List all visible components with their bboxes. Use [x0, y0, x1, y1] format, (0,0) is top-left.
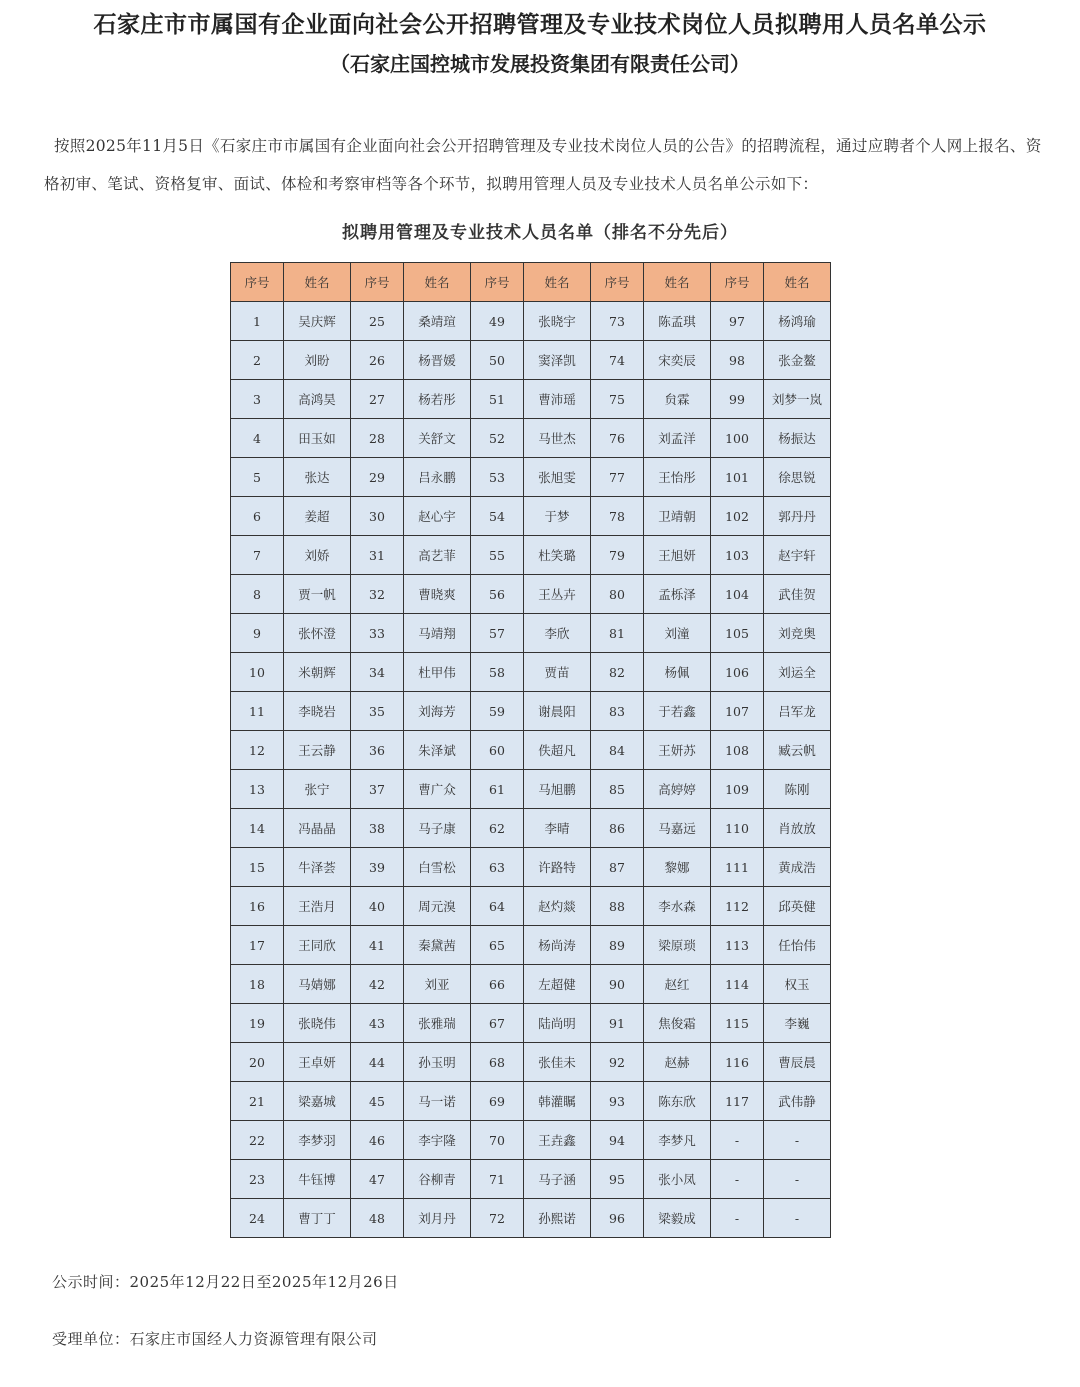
name-cell: 牛泽荟 [284, 848, 351, 887]
serial-cell: 113 [711, 926, 764, 965]
name-cell: 王妍苏 [644, 731, 711, 770]
table-title: 拟聘用管理及专业技术人员名单（排名不分先后） [342, 223, 738, 243]
serial-cell: 23 [231, 1160, 284, 1199]
name-cell: 白雪松 [404, 848, 471, 887]
name-cell: 王卓妍 [284, 1043, 351, 1082]
header-serial: 序号 [351, 263, 404, 302]
name-cell: 许路特 [524, 848, 591, 887]
serial-cell: - [711, 1160, 764, 1199]
serial-cell: 11 [231, 692, 284, 731]
serial-cell: 95 [591, 1160, 644, 1199]
name-cell: 田玉如 [284, 419, 351, 458]
name-cell: 曹沛瑶 [524, 380, 591, 419]
serial-cell: 81 [591, 614, 644, 653]
serial-cell: 77 [591, 458, 644, 497]
serial-cell: 68 [471, 1043, 524, 1082]
header-name: 姓名 [764, 263, 831, 302]
serial-cell: 43 [351, 1004, 404, 1043]
table-row [231, 653, 831, 692]
serial-cell: 9 [231, 614, 284, 653]
serial-cell: 17 [231, 926, 284, 965]
name-cell: 刘潼 [644, 614, 711, 653]
name-cell: 马世杰 [524, 419, 591, 458]
table-row [231, 731, 831, 770]
serial-cell: 96 [591, 1199, 644, 1238]
table-row [231, 1004, 831, 1043]
name-cell: 张宁 [284, 770, 351, 809]
serial-cell: 65 [471, 926, 524, 965]
table-row [231, 926, 831, 965]
name-cell: 孙熙诺 [524, 1199, 591, 1238]
table-header-row [231, 263, 831, 302]
serial-cell: 108 [711, 731, 764, 770]
table-row [231, 1160, 831, 1199]
serial-cell: 70 [471, 1121, 524, 1160]
serial-cell: 59 [471, 692, 524, 731]
serial-cell: 34 [351, 653, 404, 692]
name-cell: 邱英健 [764, 887, 831, 926]
page-subtitle: （石家庄国控城市发展投资集团有限责任公司） [330, 52, 750, 76]
serial-cell: 106 [711, 653, 764, 692]
serial-cell: - [711, 1121, 764, 1160]
name-cell: 王旭妍 [644, 536, 711, 575]
serial-cell: 3 [231, 380, 284, 419]
table-row [231, 1082, 831, 1121]
name-cell: 杨振达 [764, 419, 831, 458]
name-cell: 高鸿昊 [284, 380, 351, 419]
serial-cell: 114 [711, 965, 764, 1004]
name-cell: 王丛卉 [524, 575, 591, 614]
serial-cell: 10 [231, 653, 284, 692]
serial-cell: 74 [591, 341, 644, 380]
name-cell: 佚超凡 [524, 731, 591, 770]
name-cell: 吕军龙 [764, 692, 831, 731]
name-cell: 高婷婷 [644, 770, 711, 809]
serial-cell: 20 [231, 1043, 284, 1082]
name-cell: - [764, 1121, 831, 1160]
name-cell: 宋奕辰 [644, 341, 711, 380]
name-cell: 梁毅成 [644, 1199, 711, 1238]
serial-cell: 93 [591, 1082, 644, 1121]
name-cell: 李宇隆 [404, 1121, 471, 1160]
name-cell: 赵心宇 [404, 497, 471, 536]
header-serial: 序号 [591, 263, 644, 302]
serial-cell: 38 [351, 809, 404, 848]
serial-cell: 48 [351, 1199, 404, 1238]
serial-cell: 69 [471, 1082, 524, 1121]
serial-cell: 35 [351, 692, 404, 731]
name-cell: 武伟静 [764, 1082, 831, 1121]
serial-cell: 21 [231, 1082, 284, 1121]
header-serial: 序号 [231, 263, 284, 302]
name-cell: 刘亚 [404, 965, 471, 1004]
serial-cell: 101 [711, 458, 764, 497]
serial-cell: 99 [711, 380, 764, 419]
serial-cell: 78 [591, 497, 644, 536]
name-cell: 曹辰晨 [764, 1043, 831, 1082]
table-row [231, 458, 831, 497]
name-cell: 于若鑫 [644, 692, 711, 731]
name-cell: 刘海芳 [404, 692, 471, 731]
name-cell: 李晴 [524, 809, 591, 848]
serial-cell: 19 [231, 1004, 284, 1043]
serial-cell: 90 [591, 965, 644, 1004]
intro-paragraph: 按照2025年11月5日《石家庄市市属国有企业面向社会公开招聘管理及专业技术岗位人员的公告》的招聘流程，通过应聘者个人网上报名、资格初审、笔试、资格复审、面试、体检和考察审档等各个环节，拟聘用管理人员及专业技术人员名单公示如下： [44, 137, 1042, 193]
name-cell: 杨尚涛 [524, 926, 591, 965]
name-cell: 黄成浩 [764, 848, 831, 887]
name-cell: 左超健 [524, 965, 591, 1004]
name-cell: 张怀澄 [284, 614, 351, 653]
name-cell: 臧云帆 [764, 731, 831, 770]
serial-cell: 36 [351, 731, 404, 770]
name-cell: 武佳贺 [764, 575, 831, 614]
serial-cell: 79 [591, 536, 644, 575]
name-cell: 刘梦一岚 [764, 380, 831, 419]
name-cell: 赵宇轩 [764, 536, 831, 575]
name-cell: 贾一帆 [284, 575, 351, 614]
name-cell: 米朝辉 [284, 653, 351, 692]
roster-table [230, 262, 831, 1238]
serial-cell: 14 [231, 809, 284, 848]
name-cell: 曹丁丁 [284, 1199, 351, 1238]
name-cell: 张雅瑞 [404, 1004, 471, 1043]
name-cell: 郭丹丹 [764, 497, 831, 536]
name-cell: 杨鸿瑜 [764, 302, 831, 341]
table-row [231, 497, 831, 536]
table-row [231, 1043, 831, 1082]
name-cell: 梁原琐 [644, 926, 711, 965]
name-cell: 贾苗 [524, 653, 591, 692]
publicity-period: 公示时间：2025年12月22日至2025年12月26日 [52, 1273, 399, 1291]
serial-cell: 1 [231, 302, 284, 341]
serial-cell: 49 [471, 302, 524, 341]
serial-cell: 83 [591, 692, 644, 731]
table-body [231, 302, 831, 1238]
serial-cell: 16 [231, 887, 284, 926]
name-cell: 任怡伟 [764, 926, 831, 965]
name-cell: 马子涵 [524, 1160, 591, 1199]
serial-cell: 100 [711, 419, 764, 458]
serial-cell: 30 [351, 497, 404, 536]
name-cell: 李巍 [764, 1004, 831, 1043]
serial-cell: 58 [471, 653, 524, 692]
serial-cell: 28 [351, 419, 404, 458]
serial-cell: 62 [471, 809, 524, 848]
serial-cell: 63 [471, 848, 524, 887]
table-row [231, 614, 831, 653]
name-cell: 徐思锐 [764, 458, 831, 497]
name-cell: 赵红 [644, 965, 711, 1004]
name-cell: 马旭鹏 [524, 770, 591, 809]
serial-cell: 41 [351, 926, 404, 965]
serial-cell: 13 [231, 770, 284, 809]
name-cell: 王怡彤 [644, 458, 711, 497]
serial-cell: 89 [591, 926, 644, 965]
table-row [231, 341, 831, 380]
name-cell: 冯晶晶 [284, 809, 351, 848]
name-cell: 陈东欣 [644, 1082, 711, 1121]
name-cell: 张旭雯 [524, 458, 591, 497]
name-cell: 李水森 [644, 887, 711, 926]
serial-cell: 57 [471, 614, 524, 653]
name-cell: 张晓宇 [524, 302, 591, 341]
serial-cell: 2 [231, 341, 284, 380]
name-cell: 朱泽斌 [404, 731, 471, 770]
table-row [231, 536, 831, 575]
serial-cell: 26 [351, 341, 404, 380]
table-row [231, 692, 831, 731]
name-cell: 卫靖朝 [644, 497, 711, 536]
name-cell: 梁嘉城 [284, 1082, 351, 1121]
serial-cell: 32 [351, 575, 404, 614]
serial-cell: 45 [351, 1082, 404, 1121]
name-cell: 秦黛茜 [404, 926, 471, 965]
name-cell: 谷柳青 [404, 1160, 471, 1199]
name-cell: 孟栎泽 [644, 575, 711, 614]
name-cell: 曹晓爽 [404, 575, 471, 614]
serial-cell: 102 [711, 497, 764, 536]
name-cell: 关舒文 [404, 419, 471, 458]
name-cell: 马子康 [404, 809, 471, 848]
serial-cell: 104 [711, 575, 764, 614]
name-cell: 张达 [284, 458, 351, 497]
table-row [231, 848, 831, 887]
name-cell: - [764, 1199, 831, 1238]
name-cell: 窦泽凯 [524, 341, 591, 380]
serial-cell: 94 [591, 1121, 644, 1160]
serial-cell: 6 [231, 497, 284, 536]
serial-cell: 61 [471, 770, 524, 809]
name-cell: 牛钰博 [284, 1160, 351, 1199]
name-cell: 王垚鑫 [524, 1121, 591, 1160]
name-cell: 杨晋媛 [404, 341, 471, 380]
serial-cell: 75 [591, 380, 644, 419]
serial-cell: 110 [711, 809, 764, 848]
serial-cell: 12 [231, 731, 284, 770]
header-name: 姓名 [284, 263, 351, 302]
serial-cell: 66 [471, 965, 524, 1004]
name-cell: 张佳未 [524, 1043, 591, 1082]
header-name: 姓名 [404, 263, 471, 302]
serial-cell: 50 [471, 341, 524, 380]
table-row [231, 809, 831, 848]
serial-cell: 80 [591, 575, 644, 614]
name-cell: 刘娇 [284, 536, 351, 575]
serial-cell: - [711, 1199, 764, 1238]
serial-cell: 42 [351, 965, 404, 1004]
name-cell: 王云静 [284, 731, 351, 770]
serial-cell: 64 [471, 887, 524, 926]
name-cell: 李梦羽 [284, 1121, 351, 1160]
serial-cell: 109 [711, 770, 764, 809]
name-cell: 周元溴 [404, 887, 471, 926]
serial-cell: 7 [231, 536, 284, 575]
table-row [231, 1199, 831, 1238]
name-cell: 刘孟洋 [644, 419, 711, 458]
serial-cell: 85 [591, 770, 644, 809]
table-row [231, 380, 831, 419]
table-row [231, 965, 831, 1004]
serial-cell: 24 [231, 1199, 284, 1238]
table-row [231, 1121, 831, 1160]
name-cell: 张晓伟 [284, 1004, 351, 1043]
serial-cell: 53 [471, 458, 524, 497]
name-cell: 马婧娜 [284, 965, 351, 1004]
name-cell: 姜超 [284, 497, 351, 536]
serial-cell: 84 [591, 731, 644, 770]
serial-cell: 71 [471, 1160, 524, 1199]
serial-cell: 72 [471, 1199, 524, 1238]
table-row [231, 419, 831, 458]
serial-cell: 44 [351, 1043, 404, 1082]
name-cell: 于梦 [524, 497, 591, 536]
name-cell: 刘竞奥 [764, 614, 831, 653]
name-cell: 张小凤 [644, 1160, 711, 1199]
serial-cell: 111 [711, 848, 764, 887]
header-name: 姓名 [524, 263, 591, 302]
serial-cell: 51 [471, 380, 524, 419]
serial-cell: 88 [591, 887, 644, 926]
serial-cell: 46 [351, 1121, 404, 1160]
name-cell: 张金鳌 [764, 341, 831, 380]
serial-cell: 107 [711, 692, 764, 731]
serial-cell: 37 [351, 770, 404, 809]
name-cell: 马靖翔 [404, 614, 471, 653]
name-cell: 贠霖 [644, 380, 711, 419]
serial-cell: 97 [711, 302, 764, 341]
name-cell: 刘盼 [284, 341, 351, 380]
serial-cell: 91 [591, 1004, 644, 1043]
name-cell: 杨佩 [644, 653, 711, 692]
table-row [231, 770, 831, 809]
serial-cell: 27 [351, 380, 404, 419]
table-row [231, 302, 831, 341]
serial-cell: 105 [711, 614, 764, 653]
name-cell: 马嘉远 [644, 809, 711, 848]
serial-cell: 87 [591, 848, 644, 887]
name-cell: 李梦凡 [644, 1121, 711, 1160]
name-cell: 王浩月 [284, 887, 351, 926]
name-cell: 刘月丹 [404, 1199, 471, 1238]
name-cell: 刘运全 [764, 653, 831, 692]
name-cell: 吴庆辉 [284, 302, 351, 341]
name-cell: 杜笑璐 [524, 536, 591, 575]
page-title: 石家庄市市属国有企业面向社会公开招聘管理及专业技术岗位人员拟聘用人员名单公示 [93, 12, 987, 38]
name-cell: 吕永鹏 [404, 458, 471, 497]
serial-cell: 25 [351, 302, 404, 341]
serial-cell: 67 [471, 1004, 524, 1043]
serial-cell: 40 [351, 887, 404, 926]
name-cell: 桑靖瑄 [404, 302, 471, 341]
serial-cell: 18 [231, 965, 284, 1004]
name-cell: 焦俊霜 [644, 1004, 711, 1043]
serial-cell: 82 [591, 653, 644, 692]
name-cell: 赵赫 [644, 1043, 711, 1082]
serial-cell: 55 [471, 536, 524, 575]
serial-cell: 22 [231, 1121, 284, 1160]
receiving-office: 受理单位：石家庄市国经人力资源管理有限公司 [52, 1330, 378, 1348]
name-cell: 王同欣 [284, 926, 351, 965]
name-cell: 权玉 [764, 965, 831, 1004]
serial-cell: 29 [351, 458, 404, 497]
serial-cell: 86 [591, 809, 644, 848]
name-cell: 韩灌瞩 [524, 1082, 591, 1121]
name-cell: 孙玉明 [404, 1043, 471, 1082]
serial-cell: 73 [591, 302, 644, 341]
header-serial: 序号 [471, 263, 524, 302]
serial-cell: 56 [471, 575, 524, 614]
serial-cell: 8 [231, 575, 284, 614]
header-name: 姓名 [644, 263, 711, 302]
name-cell: 赵灼燚 [524, 887, 591, 926]
name-cell: 黎娜 [644, 848, 711, 887]
name-cell: 李欣 [524, 614, 591, 653]
serial-cell: 112 [711, 887, 764, 926]
name-cell: - [764, 1160, 831, 1199]
serial-cell: 103 [711, 536, 764, 575]
name-cell: 谢晨阳 [524, 692, 591, 731]
name-cell: 陈孟琪 [644, 302, 711, 341]
serial-cell: 39 [351, 848, 404, 887]
name-cell: 李晓岩 [284, 692, 351, 731]
name-cell: 陆尚明 [524, 1004, 591, 1043]
serial-cell: 92 [591, 1043, 644, 1082]
header-serial: 序号 [711, 263, 764, 302]
serial-cell: 47 [351, 1160, 404, 1199]
serial-cell: 117 [711, 1082, 764, 1121]
serial-cell: 98 [711, 341, 764, 380]
serial-cell: 115 [711, 1004, 764, 1043]
serial-cell: 116 [711, 1043, 764, 1082]
serial-cell: 60 [471, 731, 524, 770]
name-cell: 杨若彤 [404, 380, 471, 419]
table-row [231, 887, 831, 926]
serial-cell: 31 [351, 536, 404, 575]
serial-cell: 5 [231, 458, 284, 497]
serial-cell: 15 [231, 848, 284, 887]
serial-cell: 54 [471, 497, 524, 536]
serial-cell: 52 [471, 419, 524, 458]
name-cell: 陈刚 [764, 770, 831, 809]
name-cell: 曹广众 [404, 770, 471, 809]
name-cell: 马一诺 [404, 1082, 471, 1121]
serial-cell: 4 [231, 419, 284, 458]
name-cell: 肖放放 [764, 809, 831, 848]
serial-cell: 33 [351, 614, 404, 653]
table-row [231, 575, 831, 614]
serial-cell: 76 [591, 419, 644, 458]
name-cell: 高艺菲 [404, 536, 471, 575]
name-cell: 杜甲伟 [404, 653, 471, 692]
